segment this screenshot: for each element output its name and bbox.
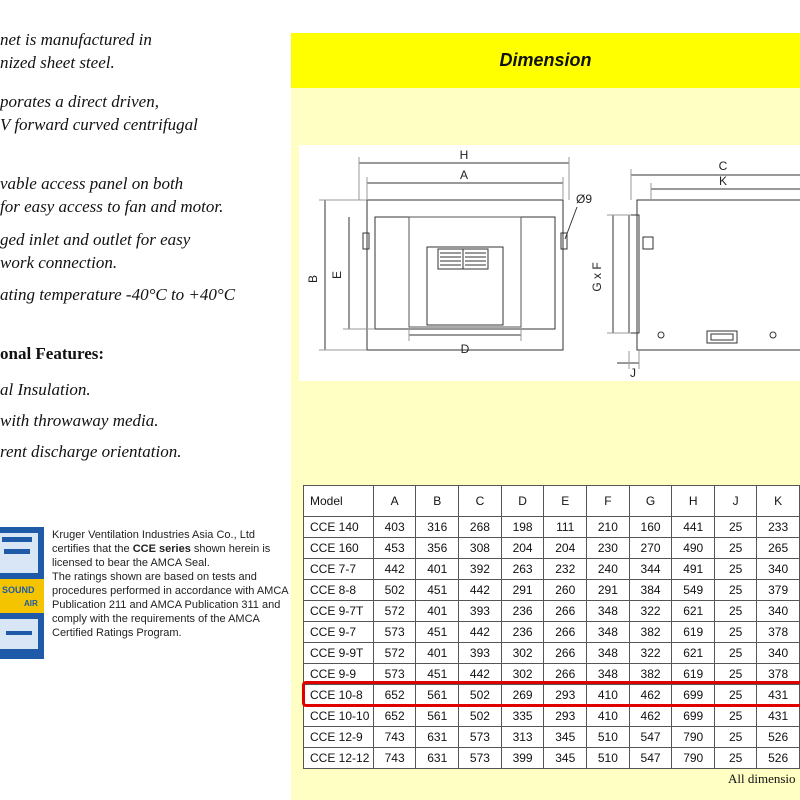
dimension-cell: 561 [416,685,459,706]
dimension-cell: 25 [715,559,757,580]
drawing-label-h: H [459,148,469,162]
model-cell: CCE 160 [304,538,374,559]
dimension-cell: 441 [672,517,715,538]
dimension-cell: 621 [672,601,715,622]
table-row [304,664,800,685]
dimension-cell: 266 [544,622,587,643]
dimension-cell: 266 [544,664,587,685]
optional-feature-item: al Insulation. [0,380,91,399]
dimension-cell: 699 [672,706,715,727]
dimension-cell: 344 [629,559,672,580]
dimension-cell: 573 [373,664,416,685]
col-header: A [373,486,416,517]
dimension-cell: 451 [416,664,459,685]
dimension-cell: 502 [459,706,502,727]
dimension-cell: 160 [629,517,672,538]
dimension-cell: 699 [672,685,715,706]
amca-seal-logo [0,527,44,659]
dimension-cell: 269 [501,685,544,706]
dimension-cell: 384 [629,580,672,601]
optional-feature-item: rent discharge orientation. [0,442,182,461]
optional-features-title: onal Features: [0,344,105,363]
dimension-cell: 293 [544,706,587,727]
table-row [304,580,800,601]
svg-text:AIR: AIR [24,599,38,608]
dimension-cell: 308 [459,538,502,559]
dimension-cell: 442 [459,622,502,643]
dimension-cell: 462 [629,685,672,706]
dimension-cell: 572 [373,601,416,622]
dimension-cell: 378 [757,664,800,685]
dimension-cell: 502 [373,580,416,601]
dimension-cell: 442 [373,559,416,580]
dimension-cell: 263 [501,559,544,580]
dimension-cell: 652 [373,685,416,706]
model-cell: CCE 10-8 [304,685,374,706]
dimension-cell: 236 [501,622,544,643]
dimension-cell: 266 [544,601,587,622]
dimension-cell: 198 [501,517,544,538]
dimension-cell: 431 [757,706,800,727]
dimension-cell: 526 [757,727,800,748]
dimension-cell: 233 [757,517,800,538]
drawing-label-e: E [330,270,344,280]
model-cell: CCE 7-7 [304,559,374,580]
dimension-cell: 462 [629,706,672,727]
col-header: K [757,486,800,517]
dimension-cell: 451 [416,580,459,601]
feature-item: ating temperature -40°C to +40°C [0,285,236,304]
dimension-cell: 547 [629,727,672,748]
dimension-cell: 25 [715,517,757,538]
dimension-cell: 573 [459,727,502,748]
dimension-cell: 348 [587,622,630,643]
dimension-cell: 25 [715,727,757,748]
dimension-cell: 111 [544,517,587,538]
dimension-cell: 491 [672,559,715,580]
dimension-cell: 335 [501,706,544,727]
dimension-cell: 442 [459,580,502,601]
table-row [304,748,800,769]
dimension-cell: 348 [587,643,630,664]
feature-item: ged inlet and outlet for easy work connection. [0,230,191,272]
model-cell: CCE 9-7 [304,622,374,643]
dimension-cell: 393 [459,643,502,664]
dimension-cell: 619 [672,664,715,685]
dimension-cell: 291 [587,580,630,601]
dimension-cell: 260 [544,580,587,601]
dimension-cell: 393 [459,601,502,622]
model-cell: CCE 9-7T [304,601,374,622]
table-row [304,559,800,580]
table-row [304,643,800,664]
drawing-label-b: B [306,274,320,284]
dimension-cell: 322 [629,601,672,622]
dimension-cell: 490 [672,538,715,559]
dimension-cell: 266 [544,643,587,664]
dimension-cell: 316 [416,517,459,538]
dimension-cell: 322 [629,643,672,664]
dimension-cell: 345 [544,748,587,769]
drawing-label-c: C [718,159,728,173]
dimension-cell: 236 [501,601,544,622]
dimension-cell: 410 [587,685,630,706]
col-header: G [629,486,672,517]
dimension-cell: 399 [501,748,544,769]
feature-item: net is manufactured in nized sheet steel. [0,30,152,72]
dimension-cell: 631 [416,727,459,748]
amca-certification-text: Kruger Ventilation Industries Asia Co., Ltd certifies that the CCE series shown herein is licensed to bear the AMCA Seal. The ratings shown are based on tests and procedures performed in accordance with AMCA Publication 211 and AMCA Publication 311 and comply with the requirements of the AMCA Certified Ratings Program. [52,529,289,639]
dimension-cell: 348 [587,601,630,622]
dimension-cell: 340 [757,559,800,580]
table-row [304,706,800,727]
table-row [304,601,800,622]
dimension-cell: 25 [715,622,757,643]
feature-item: vable access panel on both for easy access to fan and motor. [0,174,224,216]
table-row [304,685,800,706]
dimension-title: Dimension [499,50,592,70]
col-header: B [416,486,459,517]
dimension-cell: 401 [416,643,459,664]
table-row [304,517,800,538]
dimension-cell: 204 [544,538,587,559]
dimension-cell: 348 [587,664,630,685]
table-row [304,727,800,748]
dimension-cell: 25 [715,580,757,601]
dimension-cell: 392 [459,559,502,580]
dimension-cell: 572 [373,643,416,664]
drawing-label-gf: G x F [590,262,604,292]
table-header-row [304,486,800,517]
dimension-cell: 25 [715,643,757,664]
dimension-cell: 401 [416,559,459,580]
dimension-cell: 265 [757,538,800,559]
dimension-cell: 743 [373,748,416,769]
dimension-cell: 302 [501,643,544,664]
dimension-cell: 621 [672,643,715,664]
optional-feature-item: with throwaway media. [0,411,159,430]
dimension-cell: 431 [757,685,800,706]
dimension-cell: 210 [587,517,630,538]
dimension-cell: 232 [544,559,587,580]
dimension-cell: 526 [757,748,800,769]
col-header: J [715,486,757,517]
col-header: F [587,486,630,517]
dimension-cell: 403 [373,517,416,538]
col-header: H [672,486,715,517]
dimension-cell: 619 [672,622,715,643]
dimension-cell: 631 [416,748,459,769]
feature-item: porates a direct driven, V forward curved centrifugal [0,92,198,134]
dimension-cell: 291 [501,580,544,601]
dimension-cell: 345 [544,727,587,748]
model-cell: CCE 140 [304,517,374,538]
dimension-cell: 25 [715,538,757,559]
dimension-cell: 573 [459,748,502,769]
dimension-cell: 561 [416,706,459,727]
drawing-label-j: J [630,366,636,380]
dimension-cell: 356 [416,538,459,559]
dimension-cell: 790 [672,748,715,769]
dimension-cell: 25 [715,706,757,727]
model-cell: CCE 10-10 [304,706,374,727]
dimension-cell: 382 [629,664,672,685]
dimension-drawing [299,145,800,381]
dimension-cell: 268 [459,517,502,538]
dimension-cell: 401 [416,601,459,622]
dimensions-note: All dimensio [728,771,796,786]
dimension-cell: 25 [715,685,757,706]
dimension-cell: 442 [459,664,502,685]
dimension-cell: 790 [672,727,715,748]
dimension-cell: 573 [373,622,416,643]
dimension-cell: 293 [544,685,587,706]
dimension-cell: 451 [416,622,459,643]
dimension-cell: 230 [587,538,630,559]
dimension-cell: 313 [501,727,544,748]
model-cell: CCE 9-9T [304,643,374,664]
dimension-header [291,33,800,88]
drawing-label-dia: Ø9 [576,192,593,206]
dimension-cell: 549 [672,580,715,601]
dimension-cell: 302 [501,664,544,685]
dimension-cell: 340 [757,643,800,664]
model-cell: CCE 9-9 [304,664,374,685]
dimension-cell: 240 [587,559,630,580]
dimension-cell: 378 [757,622,800,643]
col-header: D [501,486,544,517]
dimension-cell: 382 [629,622,672,643]
col-header: Model [304,486,374,517]
dimension-cell: 510 [587,748,630,769]
col-header: C [459,486,502,517]
dimension-cell: 743 [373,727,416,748]
col-header: E [544,486,587,517]
dimension-cell: 453 [373,538,416,559]
dimension-cell: 510 [587,727,630,748]
model-cell: CCE 12-9 [304,727,374,748]
dimension-cell: 204 [501,538,544,559]
dimension-cell: 25 [715,748,757,769]
dimension-cell: 547 [629,748,672,769]
dimension-cell: 502 [459,685,502,706]
dimension-cell: 410 [587,706,630,727]
table-row [304,622,800,643]
dimension-cell: 270 [629,538,672,559]
dimension-cell: 340 [757,601,800,622]
drawing-label-k: K [718,174,728,188]
dimension-table [303,485,800,769]
svg-text:SOUND: SOUND [2,585,35,595]
model-cell: CCE 8-8 [304,580,374,601]
model-cell: CCE 12-12 [304,748,374,769]
dimension-cell: 379 [757,580,800,601]
drawing-label-d: D [460,342,470,356]
dimension-cell: 652 [373,706,416,727]
dimension-cell: 25 [715,601,757,622]
drawing-label-a: A [459,168,469,182]
table-row [304,538,800,559]
dimension-cell: 25 [715,664,757,685]
